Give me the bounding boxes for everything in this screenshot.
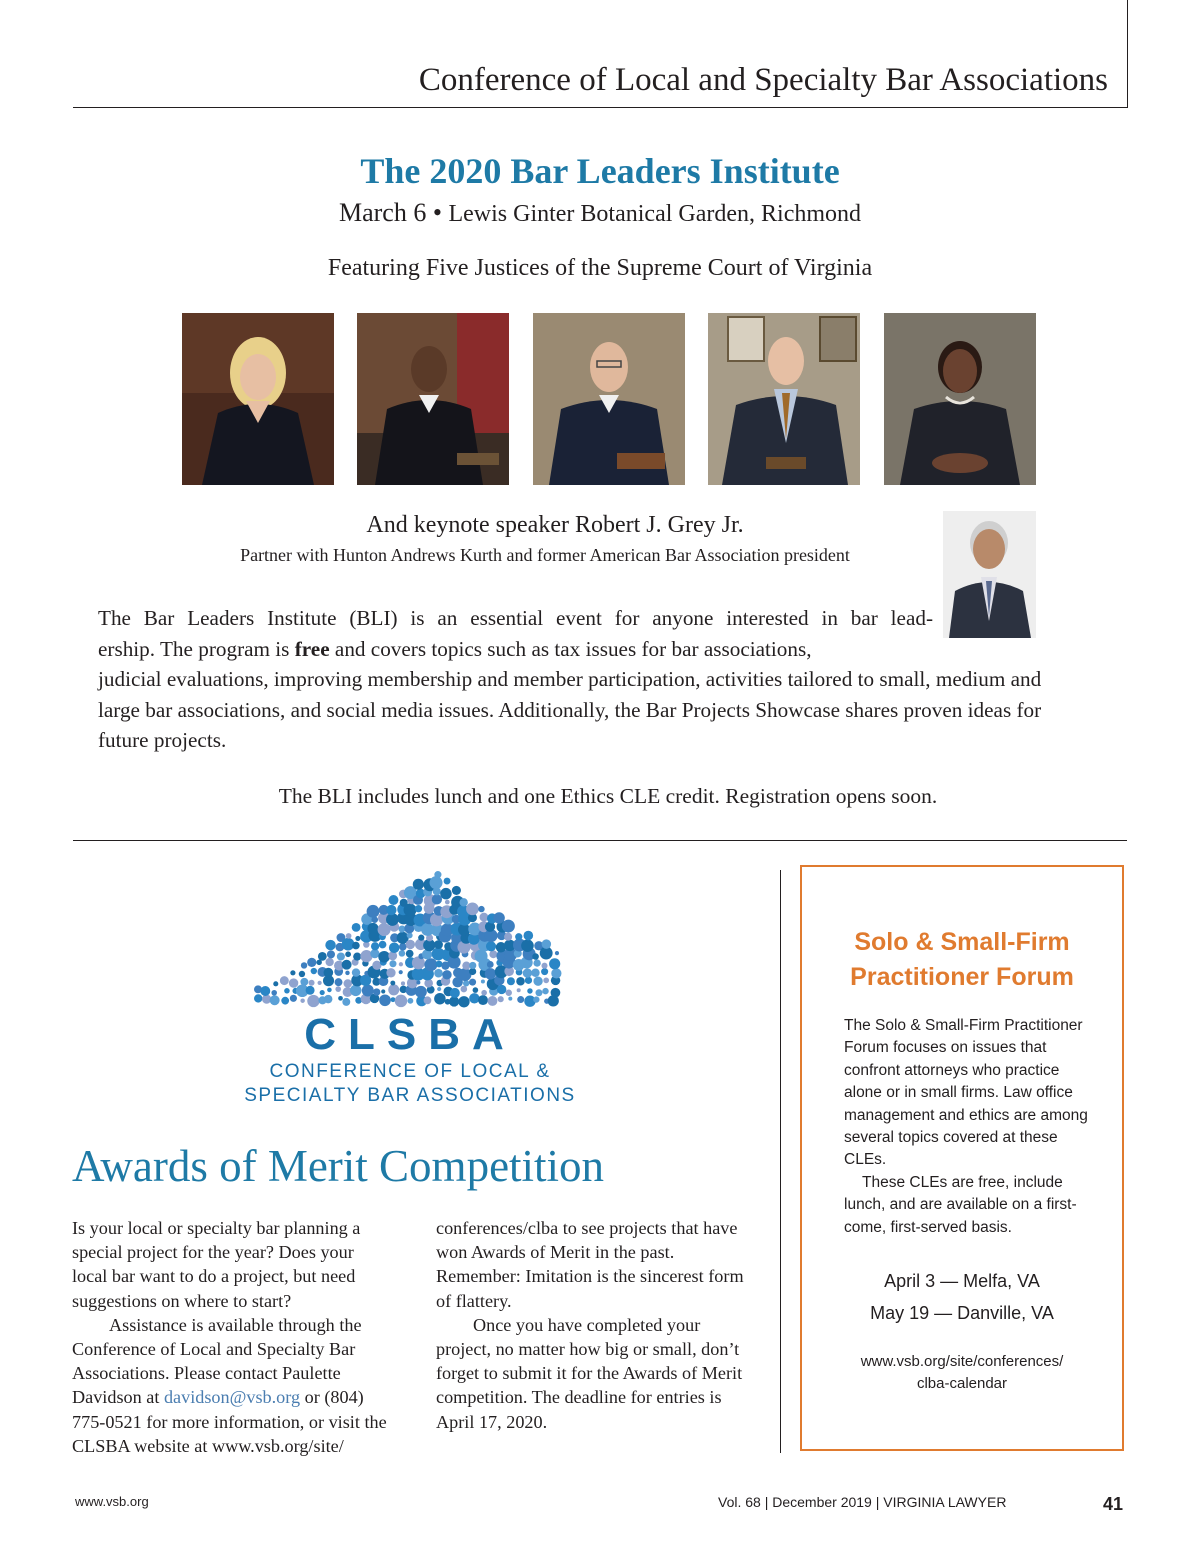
logo-dot bbox=[273, 981, 278, 986]
awards-text: or (804) 775-0521 for more information, or visit the CLSBA website at www.vsb.org/site/ bbox=[72, 1387, 387, 1456]
logo-dot bbox=[502, 920, 515, 933]
logo-dot bbox=[335, 986, 341, 992]
logo-dot bbox=[525, 977, 532, 984]
logo-dot bbox=[542, 939, 551, 948]
logo-dot bbox=[335, 978, 343, 986]
keynote-speaker-name: And keynote speaker Robert J. Grey Jr. bbox=[366, 512, 744, 538]
logo-dot bbox=[386, 968, 395, 977]
logo-dot bbox=[342, 960, 352, 970]
logo-dot bbox=[260, 986, 270, 996]
logo-dot bbox=[551, 988, 561, 998]
logo-dot bbox=[551, 968, 561, 978]
solo-forum-url-line-1[interactable]: www.vsb.org/site/conferences/ bbox=[860, 1353, 1064, 1370]
logo-dot bbox=[367, 923, 378, 934]
logo-dot bbox=[450, 988, 460, 998]
logo-dot bbox=[307, 958, 316, 967]
logo-dot bbox=[469, 993, 479, 1003]
running-header-title: Conference of Local and Specialty Bar Associations bbox=[418, 62, 1108, 98]
logo-dot bbox=[407, 998, 413, 1004]
logo-dot bbox=[399, 950, 406, 957]
logo-dot bbox=[516, 977, 525, 986]
logo-dot bbox=[399, 962, 403, 966]
logo-dot bbox=[406, 940, 415, 949]
logo-dot bbox=[466, 902, 479, 915]
clsba-logo-line-2: SPECIALTY BAR ASSOCIATIONS bbox=[244, 1085, 576, 1106]
clsba-virginia-dots-logo bbox=[250, 860, 580, 1015]
logo-dot bbox=[309, 980, 315, 986]
logo-dot bbox=[498, 996, 504, 1002]
logo-dot bbox=[475, 950, 488, 963]
logo-dot bbox=[379, 994, 391, 1006]
logo-dot bbox=[507, 977, 515, 985]
solo-forum-date-2: May 19 — Danville, VA bbox=[870, 1303, 1054, 1323]
awards-paragraph-4: Once you have completed your project, no matter how big or small, don’t forget to submit it for the Awards of Merit competition. The deadline for entries is April 17, 2020. bbox=[436, 1314, 743, 1432]
clsba-logo-line-1: CONFERENCE OF LOCAL & bbox=[269, 1061, 551, 1082]
logo-dot bbox=[406, 950, 414, 958]
logo-dot bbox=[318, 981, 322, 985]
justice-photo-2 bbox=[357, 313, 509, 485]
bli-description-line-2 bbox=[98, 634, 933, 665]
logo-dot bbox=[430, 876, 443, 889]
logo-dot bbox=[533, 996, 539, 1002]
logo-dot bbox=[300, 978, 308, 986]
logo-dot bbox=[324, 968, 334, 978]
logo-dot bbox=[386, 905, 396, 915]
logo-dot bbox=[389, 942, 400, 953]
logo-dot bbox=[508, 997, 512, 1001]
logo-dot bbox=[367, 905, 380, 918]
logo-dot bbox=[390, 981, 395, 986]
logo-dot bbox=[415, 986, 427, 998]
solo-forum-paragraph-1: The Solo & Small-Firm Practitioner Forum focuses on issues that confront attorneys who practice alone or in small firms. Law office management and ethics are among several topics covered at these CLEs. bbox=[844, 1017, 1088, 1169]
logo-dot bbox=[254, 994, 262, 1002]
logo-dot bbox=[281, 997, 289, 1005]
logo-dot bbox=[399, 970, 403, 974]
logo-dot bbox=[401, 981, 405, 985]
logo-dot bbox=[379, 941, 387, 949]
bli-description-text: and covers topics such as tax issues for bar associations, bbox=[329, 636, 812, 661]
logo-dot bbox=[424, 996, 432, 1004]
logo-dot bbox=[515, 933, 522, 940]
logo-dot bbox=[280, 976, 289, 985]
logo-dot bbox=[418, 935, 424, 941]
logo-dot bbox=[388, 984, 399, 995]
bli-description-line-1: The Bar Leaders Institute (BLI) is an essential event for anyone interested in bar lead- bbox=[98, 606, 933, 630]
logo-dot bbox=[478, 995, 488, 1005]
logo-dot bbox=[541, 968, 548, 975]
logo-dot bbox=[481, 979, 485, 983]
logo-dot bbox=[290, 970, 295, 975]
awards-title: Awards of Merit Competition bbox=[72, 1141, 605, 1191]
justice-photo-1 bbox=[182, 313, 334, 485]
logo-dot bbox=[486, 941, 496, 951]
logo-dot bbox=[535, 989, 542, 996]
logo-dot bbox=[270, 995, 280, 1005]
logo-dot bbox=[434, 871, 441, 878]
logo-dot bbox=[416, 981, 420, 985]
logo-dot bbox=[555, 951, 559, 955]
logo-dot bbox=[346, 933, 352, 939]
logo-dot bbox=[337, 952, 345, 960]
bli-date: March 6 bbox=[338, 198, 427, 227]
bli-featuring: Featuring Five Justices of the Supreme Court of Virginia bbox=[327, 255, 873, 281]
logo-dot bbox=[517, 996, 524, 1003]
logo-dot bbox=[373, 988, 380, 995]
logo-dot bbox=[424, 958, 437, 971]
justice-photo-4 bbox=[708, 313, 860, 485]
logo-dot bbox=[413, 879, 424, 890]
footer-issue-info: Vol. 68 | December 2019 | VIRGINIA LAWYER bbox=[718, 1494, 1007, 1510]
logo-dot bbox=[527, 988, 532, 993]
bli-description-text: ership. The program is bbox=[98, 636, 295, 661]
logo-dot bbox=[434, 940, 443, 949]
logo-dot bbox=[458, 996, 469, 1007]
logo-dot bbox=[370, 949, 379, 958]
logo-dot bbox=[371, 942, 379, 950]
logo-dot bbox=[389, 960, 396, 967]
logo-dot bbox=[300, 999, 304, 1003]
logo-dot bbox=[479, 913, 488, 922]
logo-dot bbox=[320, 990, 325, 995]
bli-note: The BLI includes lunch and one Ethics CLE credit. Registration opens soon. bbox=[278, 784, 938, 808]
logo-dot bbox=[395, 995, 408, 1008]
logo-dot bbox=[531, 969, 539, 977]
logo-dot bbox=[399, 943, 407, 951]
logo-dot bbox=[415, 905, 422, 912]
logo-dot bbox=[318, 952, 327, 961]
footer-website: www.vsb.org bbox=[75, 1494, 149, 1509]
awards-paragraph-2 bbox=[72, 1313, 392, 1458]
section-rule bbox=[73, 840, 1127, 841]
logo-dot bbox=[378, 923, 391, 936]
logo-dot bbox=[444, 878, 451, 885]
logo-dot bbox=[521, 939, 534, 952]
keynote-speaker-title: Partner with Hunton Andrews Kurth and former American Bar Association president bbox=[240, 545, 850, 565]
logo-dot bbox=[326, 958, 334, 966]
bullet: • bbox=[432, 198, 442, 227]
logo-dot bbox=[378, 951, 390, 963]
logo-dot bbox=[532, 953, 539, 960]
bli-title: The 2020 Bar Leaders Institute bbox=[360, 151, 840, 191]
solo-forum-url-line-2[interactable]: clba-calendar bbox=[916, 1375, 1008, 1392]
solo-forum-title-line-2: Practitioner Forum bbox=[850, 963, 1074, 991]
logo-dot bbox=[485, 968, 496, 979]
logo-dot bbox=[403, 903, 416, 916]
bli-description bbox=[98, 603, 1073, 756]
logo-dot bbox=[469, 979, 476, 986]
logo-dot bbox=[487, 961, 494, 968]
logo-dot bbox=[506, 990, 512, 996]
page-number: 41 bbox=[1103, 1494, 1124, 1514]
logo-dot bbox=[504, 933, 512, 941]
bli-description-rest: judicial evaluations, improving membership and member participation, activities tailored to small, medium and large bar associations, and social media issues. Additionally, the Bar Projects Showcase shares proven ideas for future projects. bbox=[98, 667, 1042, 752]
logo-dot bbox=[324, 995, 332, 1003]
logo-dot bbox=[290, 995, 297, 1002]
free-emphasis: free bbox=[294, 636, 330, 661]
logo-dot bbox=[430, 913, 443, 926]
logo-dot bbox=[497, 985, 506, 994]
logo-dot bbox=[473, 987, 479, 993]
logo-dot bbox=[350, 985, 361, 996]
logo-dot bbox=[389, 895, 399, 905]
logo-dot bbox=[352, 923, 361, 932]
logo-dot bbox=[345, 971, 349, 975]
solo-forum-title-line-1: Solo & Small-Firm bbox=[854, 928, 1070, 956]
logo-dot bbox=[449, 996, 459, 1006]
logo-dot bbox=[541, 963, 547, 969]
logo-dot bbox=[488, 996, 498, 1006]
bli-venue: Lewis Ginter Botanical Garden, Richmond bbox=[448, 201, 862, 227]
bli-date-line bbox=[0, 198, 1200, 228]
logo-dot bbox=[523, 968, 532, 977]
column-rule bbox=[780, 870, 781, 1453]
logo-dot bbox=[355, 936, 360, 941]
logo-dot bbox=[352, 942, 360, 950]
logo-dot bbox=[345, 951, 351, 957]
logo-dot bbox=[493, 912, 504, 923]
logo-dot bbox=[271, 990, 277, 996]
logo-dot bbox=[289, 978, 298, 987]
logo-dot bbox=[327, 988, 332, 993]
logo-dot bbox=[311, 968, 317, 974]
logo-dot bbox=[452, 886, 461, 895]
solo-forum-title bbox=[800, 925, 1124, 995]
logo-dot bbox=[533, 959, 540, 966]
logo-dot bbox=[325, 940, 335, 950]
email-link[interactable]: davidson@vsb.org bbox=[163, 1387, 301, 1408]
logo-dot bbox=[306, 986, 315, 995]
logo-dot bbox=[460, 986, 467, 993]
justice-photo-3 bbox=[533, 313, 685, 485]
justice-photo-5 bbox=[884, 313, 1036, 485]
logo-dot bbox=[353, 953, 361, 961]
awards-column-left bbox=[72, 1216, 392, 1458]
logo-dot bbox=[327, 950, 335, 958]
logo-dot bbox=[489, 950, 497, 958]
solo-forum-paragraph-2: These CLEs are free, include lunch, and are available on a first-come, first-served basis. bbox=[844, 1173, 1077, 1236]
header-rule bbox=[73, 107, 1128, 108]
logo-dot bbox=[517, 988, 521, 992]
logo-dot bbox=[434, 969, 443, 978]
logo-dot bbox=[381, 989, 385, 993]
awards-column-right bbox=[436, 1216, 756, 1434]
clsba-logo-letters: CLSBA bbox=[304, 1010, 516, 1059]
logo-dot bbox=[524, 931, 534, 941]
solo-forum-body bbox=[844, 1015, 1094, 1239]
logo-dot bbox=[299, 971, 305, 977]
logo-dot bbox=[478, 906, 484, 912]
logo-dot bbox=[542, 988, 548, 994]
header-vertical-rule bbox=[1127, 0, 1128, 108]
logo-dot bbox=[301, 962, 307, 968]
logo-dot bbox=[459, 898, 467, 906]
logo-dot bbox=[549, 958, 560, 969]
awards-paragraph-3: conferences/clba to see projects that have won Awards of Merit in the past. Remember: Imitation is the sincerest form of flattery. bbox=[436, 1218, 744, 1311]
logo-dot bbox=[338, 996, 343, 1001]
awards-text: Assistance is available through the Conference of Local and Specialty Bar Associations. Please contact Paulette Davidson at bbox=[72, 1314, 362, 1408]
logo-dot bbox=[432, 894, 442, 904]
awards-paragraph-1: Is your local or specialty bar planning a special project for the year? Does your local bar want to do a project, but need suggestions on where to start? bbox=[72, 1218, 361, 1311]
logo-dot bbox=[344, 979, 353, 988]
logo-dot bbox=[342, 998, 350, 1006]
logo-dot bbox=[307, 995, 319, 1007]
logo-dot bbox=[445, 900, 450, 905]
solo-forum-date-1: April 3 — Melfa, VA bbox=[884, 1271, 1040, 1291]
logo-dot bbox=[469, 962, 476, 969]
logo-dot bbox=[352, 968, 360, 976]
logo-dot bbox=[533, 977, 542, 986]
logo-dot bbox=[434, 993, 445, 1004]
logo-dot bbox=[437, 987, 441, 991]
logo-dot bbox=[481, 990, 487, 996]
logo-dot bbox=[440, 888, 451, 899]
logo-dot bbox=[284, 988, 290, 994]
logo-dot bbox=[543, 977, 549, 983]
logo-dot bbox=[442, 970, 451, 979]
